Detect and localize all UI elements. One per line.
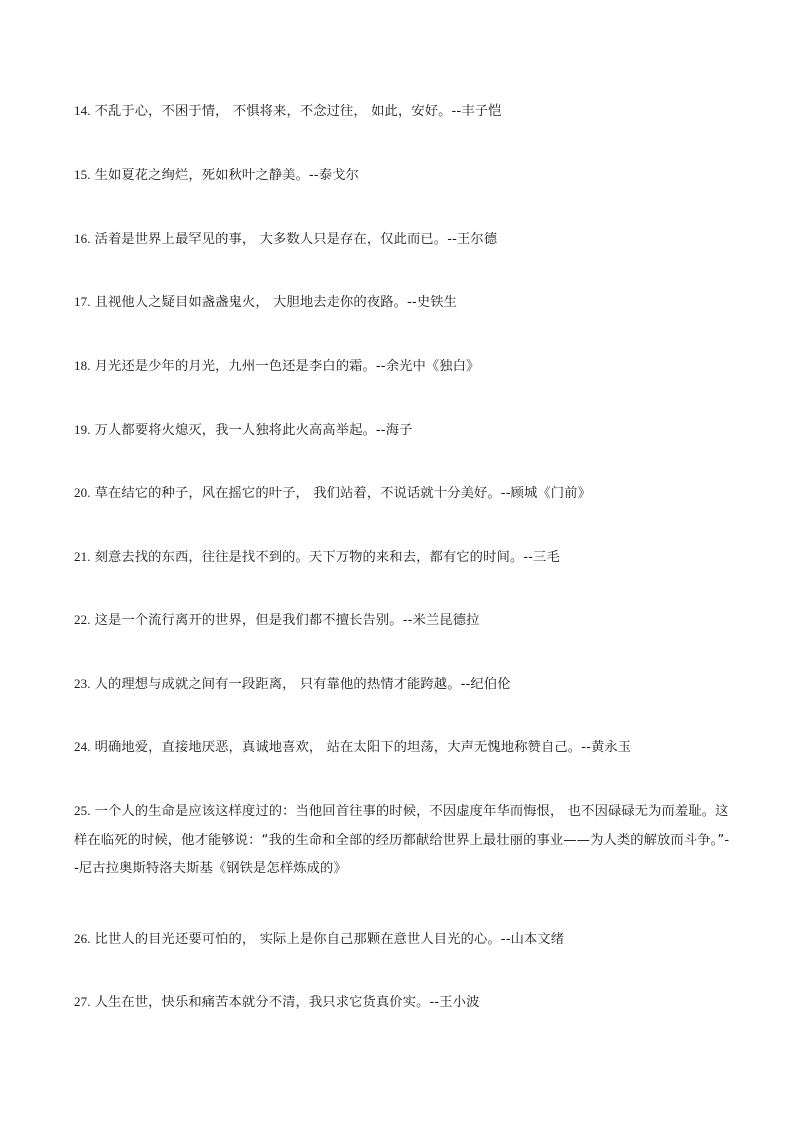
quote-text: 月光还是少年的月光，九州一色还是李白的霜。--余光中《独白》 <box>94 359 480 374</box>
quote-26 <box>74 929 730 950</box>
quote-text: 这是一个流行离开的世界，但是我们都不擅长告别。--米兰昆德拉 <box>94 613 480 628</box>
quote-18 <box>74 356 730 377</box>
quote-23 <box>74 674 730 695</box>
quote-number: 14. <box>74 103 91 118</box>
quote-21 <box>74 547 730 568</box>
quote-number: 25. <box>74 803 91 818</box>
quote-text: 且视他人之疑目如盏盏鬼火， 大胆地去走你的夜路。--史铁生 <box>94 295 458 310</box>
quote-22 <box>74 610 730 631</box>
quote-14 <box>74 101 730 122</box>
quote-17 <box>74 292 730 313</box>
quote-text: 人生在世，快乐和痛苦本就分不清，我只求它货真价实。--王小波 <box>94 995 480 1010</box>
quote-text: 人的理想与成就之间有一段距离， 只有靠他的热情才能跨越。--纪伯伦 <box>94 677 511 692</box>
quote-text: 比世人的目光还要可怕的， 实际上是你自己那颗在意世人目光的心。--山本文绪 <box>94 932 565 947</box>
quote-number: 23. <box>74 676 91 691</box>
quote-number: 27. <box>74 994 91 1009</box>
quote-text: 明确地爱，直接地厌恶，真诚地喜欢， 站在太阳下的坦荡，大声无愧地称赞自己。--黄永玉 <box>94 740 632 755</box>
quote-text: 一个人的生命是应该这样度过的：当他回首往事的时候，不因虚度年华而悔恨， 也不因碌碌无为而羞耻。这样在临死的时候，他才能够说：“我的生命和全部的经历都献给世界上最壮丽的事业——为人类的解放而斗争。”--尼古拉奥斯特洛夫斯基《钢铁是怎样炼成的》 <box>74 804 730 876</box>
quote-text: 生如夏花之绚烂，死如秋叶之静美。--泰戈尔 <box>94 168 359 183</box>
quote-number: 21. <box>74 549 91 564</box>
quote-text: 活着是世界上最罕见的事， 大多数人只是存在，仅此而已。--王尔德 <box>94 232 498 247</box>
quote-20 <box>74 483 730 504</box>
quote-number: 24. <box>74 739 91 754</box>
quote-25 <box>74 797 730 884</box>
quote-number: 22. <box>74 612 91 627</box>
quote-number: 20. <box>74 485 91 500</box>
quote-text: 万人都要将火熄灭，我一人独将此火高高举起。--海子 <box>94 423 413 438</box>
quote-text: 刻意去找的东西，往往是找不到的。天下万物的来和去，都有它的时间。--三毛 <box>94 550 560 565</box>
quote-number: 15. <box>74 167 91 182</box>
quote-number: 16. <box>74 231 91 246</box>
quote-text: 草在结它的种子，风在摇它的叶子， 我们站着，不说话就十分美好。--顾城《门前》 <box>94 486 591 501</box>
quote-19 <box>74 420 730 441</box>
quote-16 <box>74 229 730 250</box>
quote-text: 不乱于心，不困于情， 不惧将来，不念过往， 如此，安好。--丰子恺 <box>94 104 502 119</box>
quote-number: 17. <box>74 294 91 309</box>
quote-24 <box>74 737 730 758</box>
quote-number: 26. <box>74 931 91 946</box>
quote-number: 19. <box>74 422 91 437</box>
quote-number: 18. <box>74 358 91 373</box>
quote-15 <box>74 165 730 186</box>
quote-27 <box>74 992 730 1013</box>
